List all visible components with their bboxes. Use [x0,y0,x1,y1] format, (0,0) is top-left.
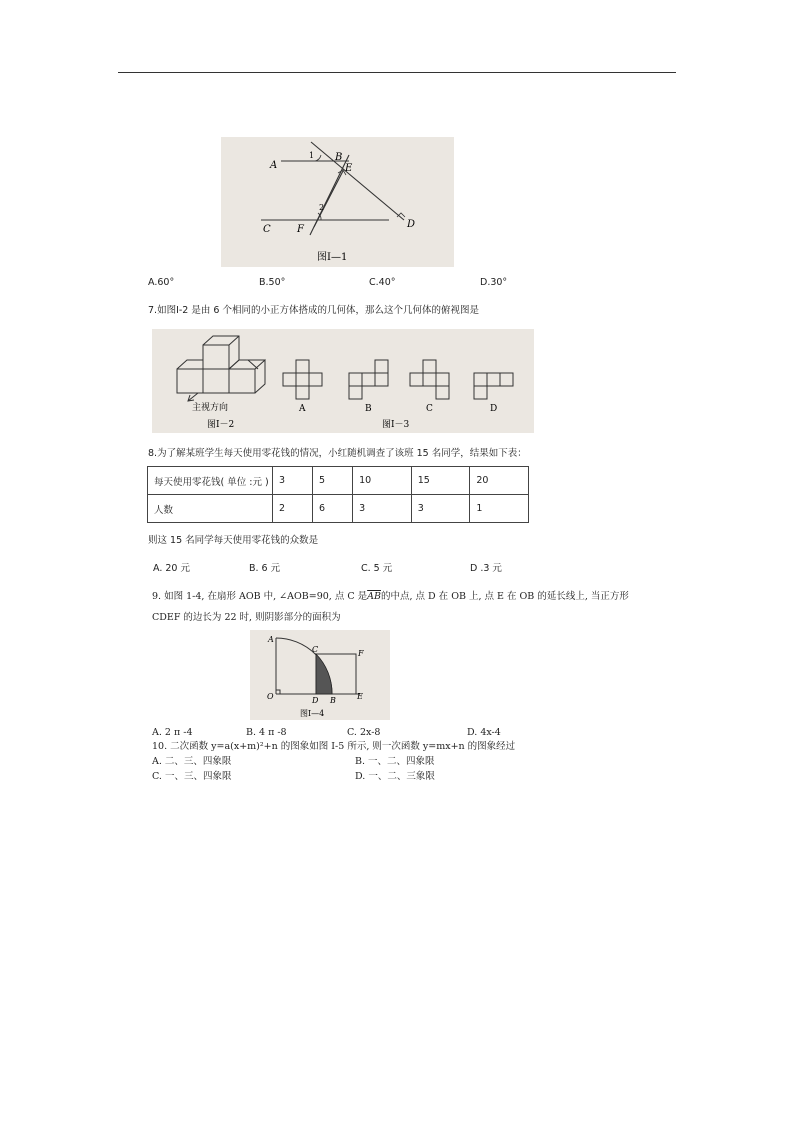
fig2-view-label: 主视方向 [192,403,229,413]
table-cell: 每天使用零花钱( 单位 :元 ) [148,467,273,495]
table-cell: 3 [353,495,412,523]
fig4-label-e: E [357,692,363,701]
q9-option-c: C. 2x-8 [347,727,381,738]
q8-option-b: B. 6 元 [249,563,281,574]
table-row [148,467,529,495]
table-cell: 5 [313,467,353,495]
fig1-label-a: A [270,160,278,171]
fig4-label-f: F [358,649,364,658]
q10-option-d: D. 一、二、三象限 [355,771,435,782]
q8-question: 则这 15 名同学每天使用零花钱的众数是 [148,535,319,546]
figure-1-1 [221,137,454,267]
fig4-label-c: C [312,645,319,654]
table-cell: 20 [470,467,529,495]
fig1-label-e: E [345,163,353,174]
table-cell: 3 [273,467,313,495]
q10-option-a: A. 二、三、四象限 [152,756,232,767]
table-cell: 人数 [148,495,273,523]
fig4-label-d: D [312,696,319,705]
header-rule [118,72,676,73]
q9-option-a: A. 2 π -4 [152,727,193,738]
table-cell: 1 [470,495,529,523]
fig3-label-d: D [490,404,498,414]
q6-option-b: B.50° [259,277,286,288]
fig4-caption: 图Ⅰ—4 [300,709,325,718]
q10-stem: 10. 二次函数 y=a(x+m)²+n 的图象如图 Ⅰ-5 所示, 则一次函数 y=mx+n 的图象经过 [152,741,516,752]
q10-option-b: B. 一、二、四象限 [355,756,435,767]
table-row [148,495,529,523]
q6-option-c: C.40° [369,277,396,288]
table-cell: 10 [353,467,412,495]
fig3-label-c: C [426,404,433,414]
table-cell: 3 [411,495,470,523]
q7-stem: 7.如图Ⅰ-2 是由 6 个相同的小正方体搭成的几何体，那么这个几何体的俯视图是 [148,305,479,316]
q9-option-b: B. 4 π -8 [246,727,287,738]
fig1-label-ang2: 2 [319,203,325,212]
q10-option-c: C. 一、三、四象限 [152,771,232,782]
table-cell: 15 [411,467,470,495]
table-cell: 2 [273,495,313,523]
q9-stem-part-a: 9. 如图 1-4, 在扇形 AOB 中, ∠AOB=90, 点 C 是 [152,591,368,602]
fig1-label-c: C [263,224,271,235]
figure-1-2-1-3 [152,329,534,433]
figure-1-4 [250,630,390,720]
fig1-caption: 图Ⅰ—1 [317,252,348,263]
table-cell: 6 [313,495,353,523]
fig3-caption-right: 图Ⅰ－3 [382,420,410,430]
q9-stem-line1 [152,591,629,603]
q9-option-d: D. 4x-4 [467,727,501,738]
q8-option-a: A. 20 元 [153,563,190,574]
fig1-label-b: B [335,152,343,163]
q9-stem-line2: CDEF 的边长为 22 时, 则阴影部分的面积为 [152,612,341,623]
q9-stem-part-b: 的中点, 点 D 在 OB 上, 点 E 在 OB 的延长线上, 当正方形 [380,591,629,602]
q8-option-c: C. 5 元 [361,563,393,574]
pocket-money-table [147,466,529,523]
fig3-label-a: A [299,404,306,414]
fig1-label-f: F [297,224,304,235]
fig1-label-ang1: 1 [309,151,315,160]
q9-arc-label: $\overline{AB}$ [367,591,381,602]
fig4-label-o: O [267,692,274,701]
fig4-label-a: A [268,635,274,644]
q6-option-d: D.30° [480,277,508,288]
q8-option-d: D .3 元 [470,563,502,574]
fig4-label-b: B [330,696,336,705]
q6-option-a: A.60° [148,277,175,288]
fig3-label-b: B [365,404,372,414]
q8-stem: 8.为了解某班学生每天使用零花钱的情况，小红随机调查了该班 15 名同学，结果如下表： [148,448,527,459]
fig2-caption-left: 图Ⅰ－2 [207,420,235,430]
fig1-label-d: D [407,219,416,230]
